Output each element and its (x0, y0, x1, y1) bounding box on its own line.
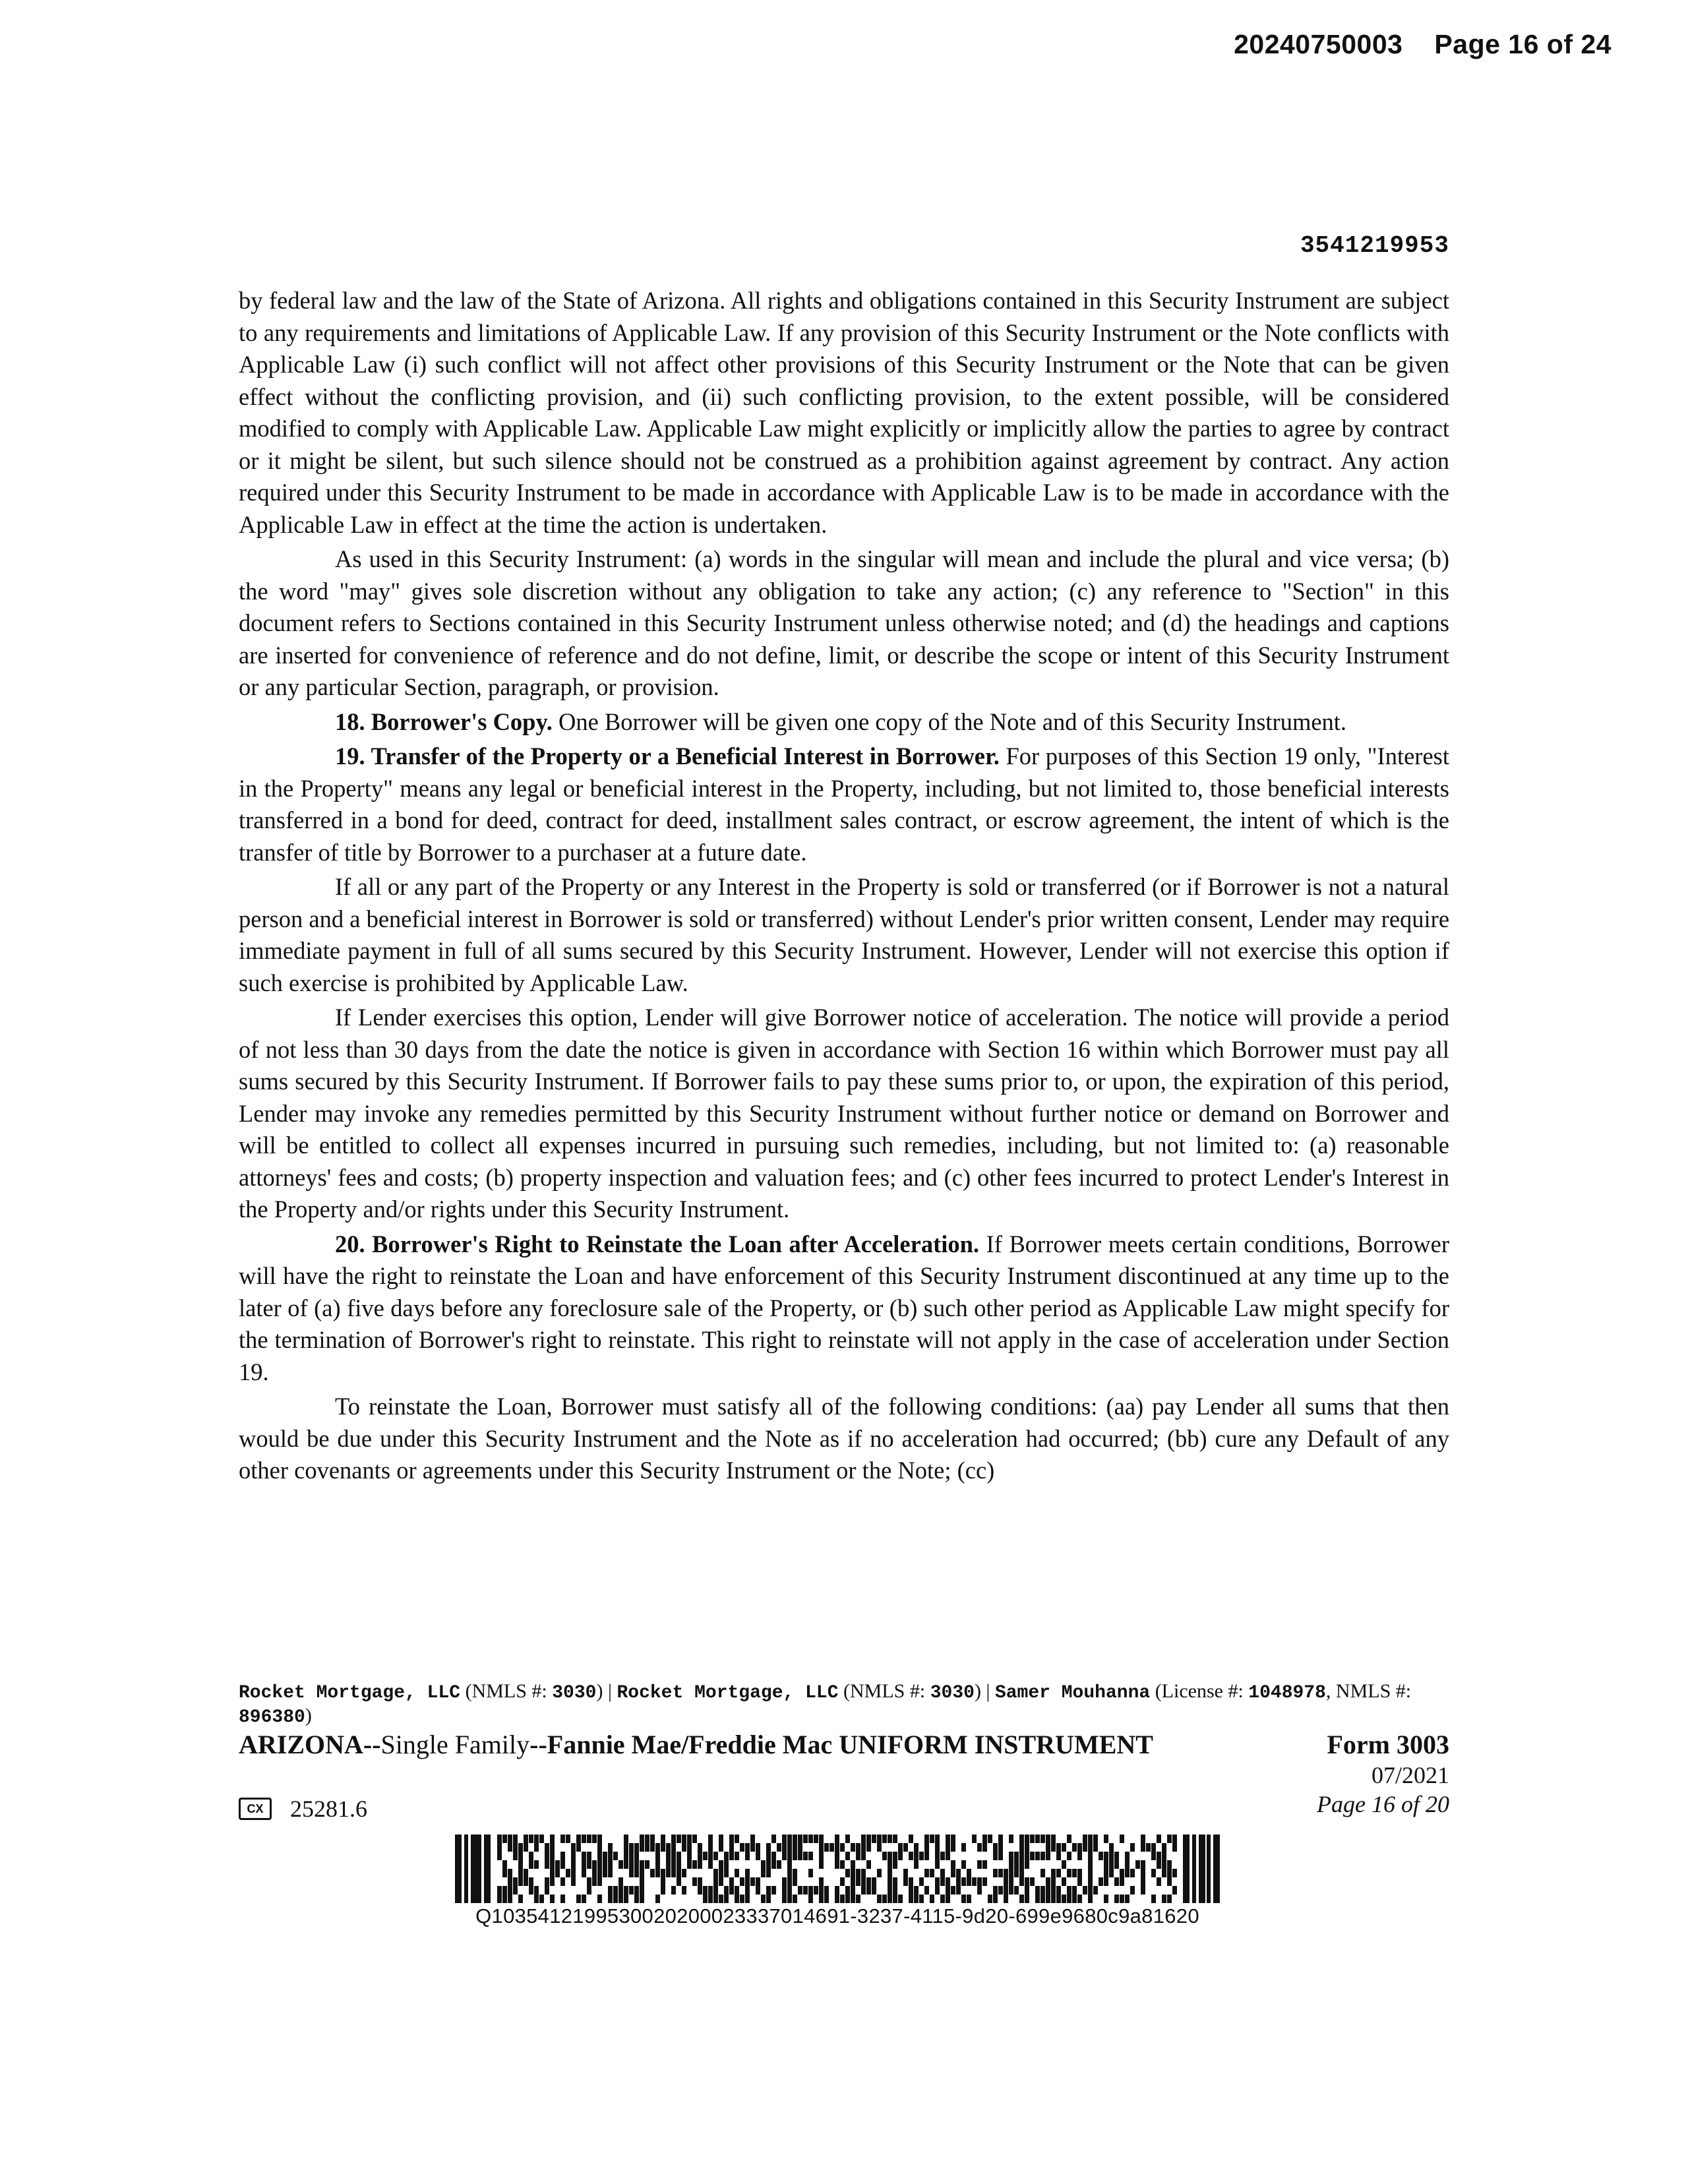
version-number: 25281.6 (290, 1796, 367, 1822)
credit-close: ) (305, 1705, 312, 1726)
form-page: Page 16 of 20 (1317, 1791, 1449, 1817)
section-19-paragraph-2: If all or any part of the Property or any Interest in the Property is sold or transferred (or if Borrower is not a natural person and a beneficial interest in Borrower is sold or transferred) without Lender's prior written consent, Lender may require immediate payment in full of all sums secured by this Security Instrument. However, Lender will not exercise this option if such exercise is prohibited by Applicable Law. (239, 873, 1450, 996)
form-state: ARIZONA-- (239, 1730, 381, 1759)
lender-nmls-label-2: (NMLS #: (838, 1680, 930, 1702)
originator-nmls-label: , NMLS #: (1325, 1680, 1412, 1702)
lender-nmls-number-2: 3030 (930, 1683, 975, 1703)
document-body (239, 285, 1449, 1490)
ellie-mae-icon: CX (239, 1798, 272, 1820)
barcode-text: Q103541219953002020002333701469​1-3237-4115-9d20-699e9680c9a81620 (475, 1904, 1199, 1927)
recording-page-label: Page 16 of 24 (1434, 29, 1612, 59)
lender-name-2: Rocket Mortgage, LLC (617, 1683, 839, 1703)
credit-separator-2: ) | (974, 1680, 995, 1702)
credit-separator: ) | (596, 1680, 617, 1702)
form-date: 07/2021 (1371, 1762, 1449, 1788)
section-20 (239, 1228, 1449, 1389)
license-number: 1048978 (1248, 1683, 1326, 1703)
section-18-heading: 18. Borrower's Copy. (335, 708, 553, 735)
section-20-text: If Borrower meets certain conditions, Borrower will have the right to reinstate the Loan and have enforcement of this Security Instrument discontinued at any time up to the later of (a) five days before any foreclosure sale of the Property, or (b) such other period as Applicable Law might specify for the termination of Borrower's right to reinstate. This right to reinstate will not apply in the case of acceleration under Section 19. (239, 1230, 1449, 1385)
originator-nmls-number: 896380 (239, 1707, 305, 1728)
recording-header (1234, 29, 1612, 60)
lender-credit-line (239, 1680, 1449, 1729)
paragraph-17-definitions: As used in this Security Instrument: (a) words in the singular will mean and include the plural and vice versa; (b) the word "may" gives sole discretion without any obligation to take any action; (c) any reference to "Section" in this document refers to Sections contained in this Security Instrument unless otherwise noted; and (d) the headings and captions are inserted for convenience of reference and do not define, limit, or describe the scope or intent of this Security Instrument or any particular Section, paragraph, or provision. (239, 545, 1449, 700)
form-meta (1317, 1761, 1449, 1819)
section-19-text: For purposes of this Section 19 only, "Interest in the Property" means any legal or beneficial interest in the Property, including, but not limited to, those beneficial interests transferred in a bond for deed, contract for deed, installment sales contract, or escrow agreement, the intent of which is the transfer of title by Borrower to a purchaser at a future date. (239, 743, 1449, 866)
license-label: (License #: (1150, 1680, 1249, 1702)
section-18 (239, 706, 1449, 739)
barcode (455, 1835, 1220, 1903)
lender-nmls-label: (NMLS #: (460, 1680, 553, 1702)
originator-name: Samer Mouhanna (994, 1683, 1151, 1703)
section-19-heading: 19. Transfer of the Property or a Beneficial Interest in Borrower. (335, 743, 1000, 770)
lender-nmls-number: 3030 (552, 1683, 597, 1703)
paragraph-17-continued: by federal law and the law of the State of Arizona. All rights and obligations contained in this Security Instrument are subject to any requirements and limitations of Applicable Law. If any provision of this Security Instrument or the Note conflicts with Applicable Law (i) such conflict will not affect other provisions of this Security Instrument or the Note that can be given effect without the conflicting provision, and (ii) such conflicting provision, to the extent possible, will be considered modified to comply with Applicable Law. Applicable Law might explicitly or implicitly allow the parties to agree by contract or it might be silent, but such silence should not be construed as a prohibition against agreement by contract. Any action required under this Security Instrument to be made in accordance with Applicable Law is to be made in accordance with the Applicable Law in effect at the time the action is undertaken. (239, 287, 1449, 538)
section-18-text: One Borrower will be given one copy of the Note and of this Security Instrument. (552, 708, 1347, 735)
form-version (239, 1795, 367, 1823)
form-instrument: --Fannie Mae/Freddie Mac UNIFORM INSTRUMENT (529, 1730, 1153, 1759)
recording-number: 20240750003 (1234, 29, 1403, 59)
loan-number: 3541219953 (1300, 232, 1449, 259)
section-19-paragraph-3: If Lender exercises this option, Lender will give Borrower notice of acceleration. The notice will provide a period of not less than 30 days from the date the notice is given in accordance with Section 16 within which Borrower must pay all sums secured by this Security Instrument. If Borrower fails to pay these sums prior to, or upon, the expiration of this period, Lender may invoke any remedies permitted by this Security Instrument without further notice or demand on Borrower and will be entitled to collect all expenses incurred in pursuing such remedies, including, but not limited to: (a) reasonable attorneys' fees and costs; (b) property inspection and valuation fees; and (c) other fees incurred to protect Lender's Interest in the Property and/or rights under this Security Instrument. (239, 1004, 1449, 1223)
form-title-line (239, 1730, 1449, 1759)
lender-name: Rocket Mortgage, LLC (239, 1683, 461, 1703)
section-19 (239, 741, 1449, 868)
form-family: Single Family (380, 1730, 530, 1759)
form-number: Form 3003 (1327, 1730, 1449, 1759)
section-20-heading: 20. Borrower's Right to Reinstate the Loan after Acceleration. (335, 1230, 980, 1258)
section-20-paragraph-2: To reinstate the Loan, Borrower must satisfy all of the following conditions: (aa) pay Lender all sums that then would be due under this Security Instrument and the Note as if no acceleration had occurred; (bb) cure any Default of any other covenants or agreements under this Security Instrument or the Note; (cc) (239, 1393, 1449, 1484)
